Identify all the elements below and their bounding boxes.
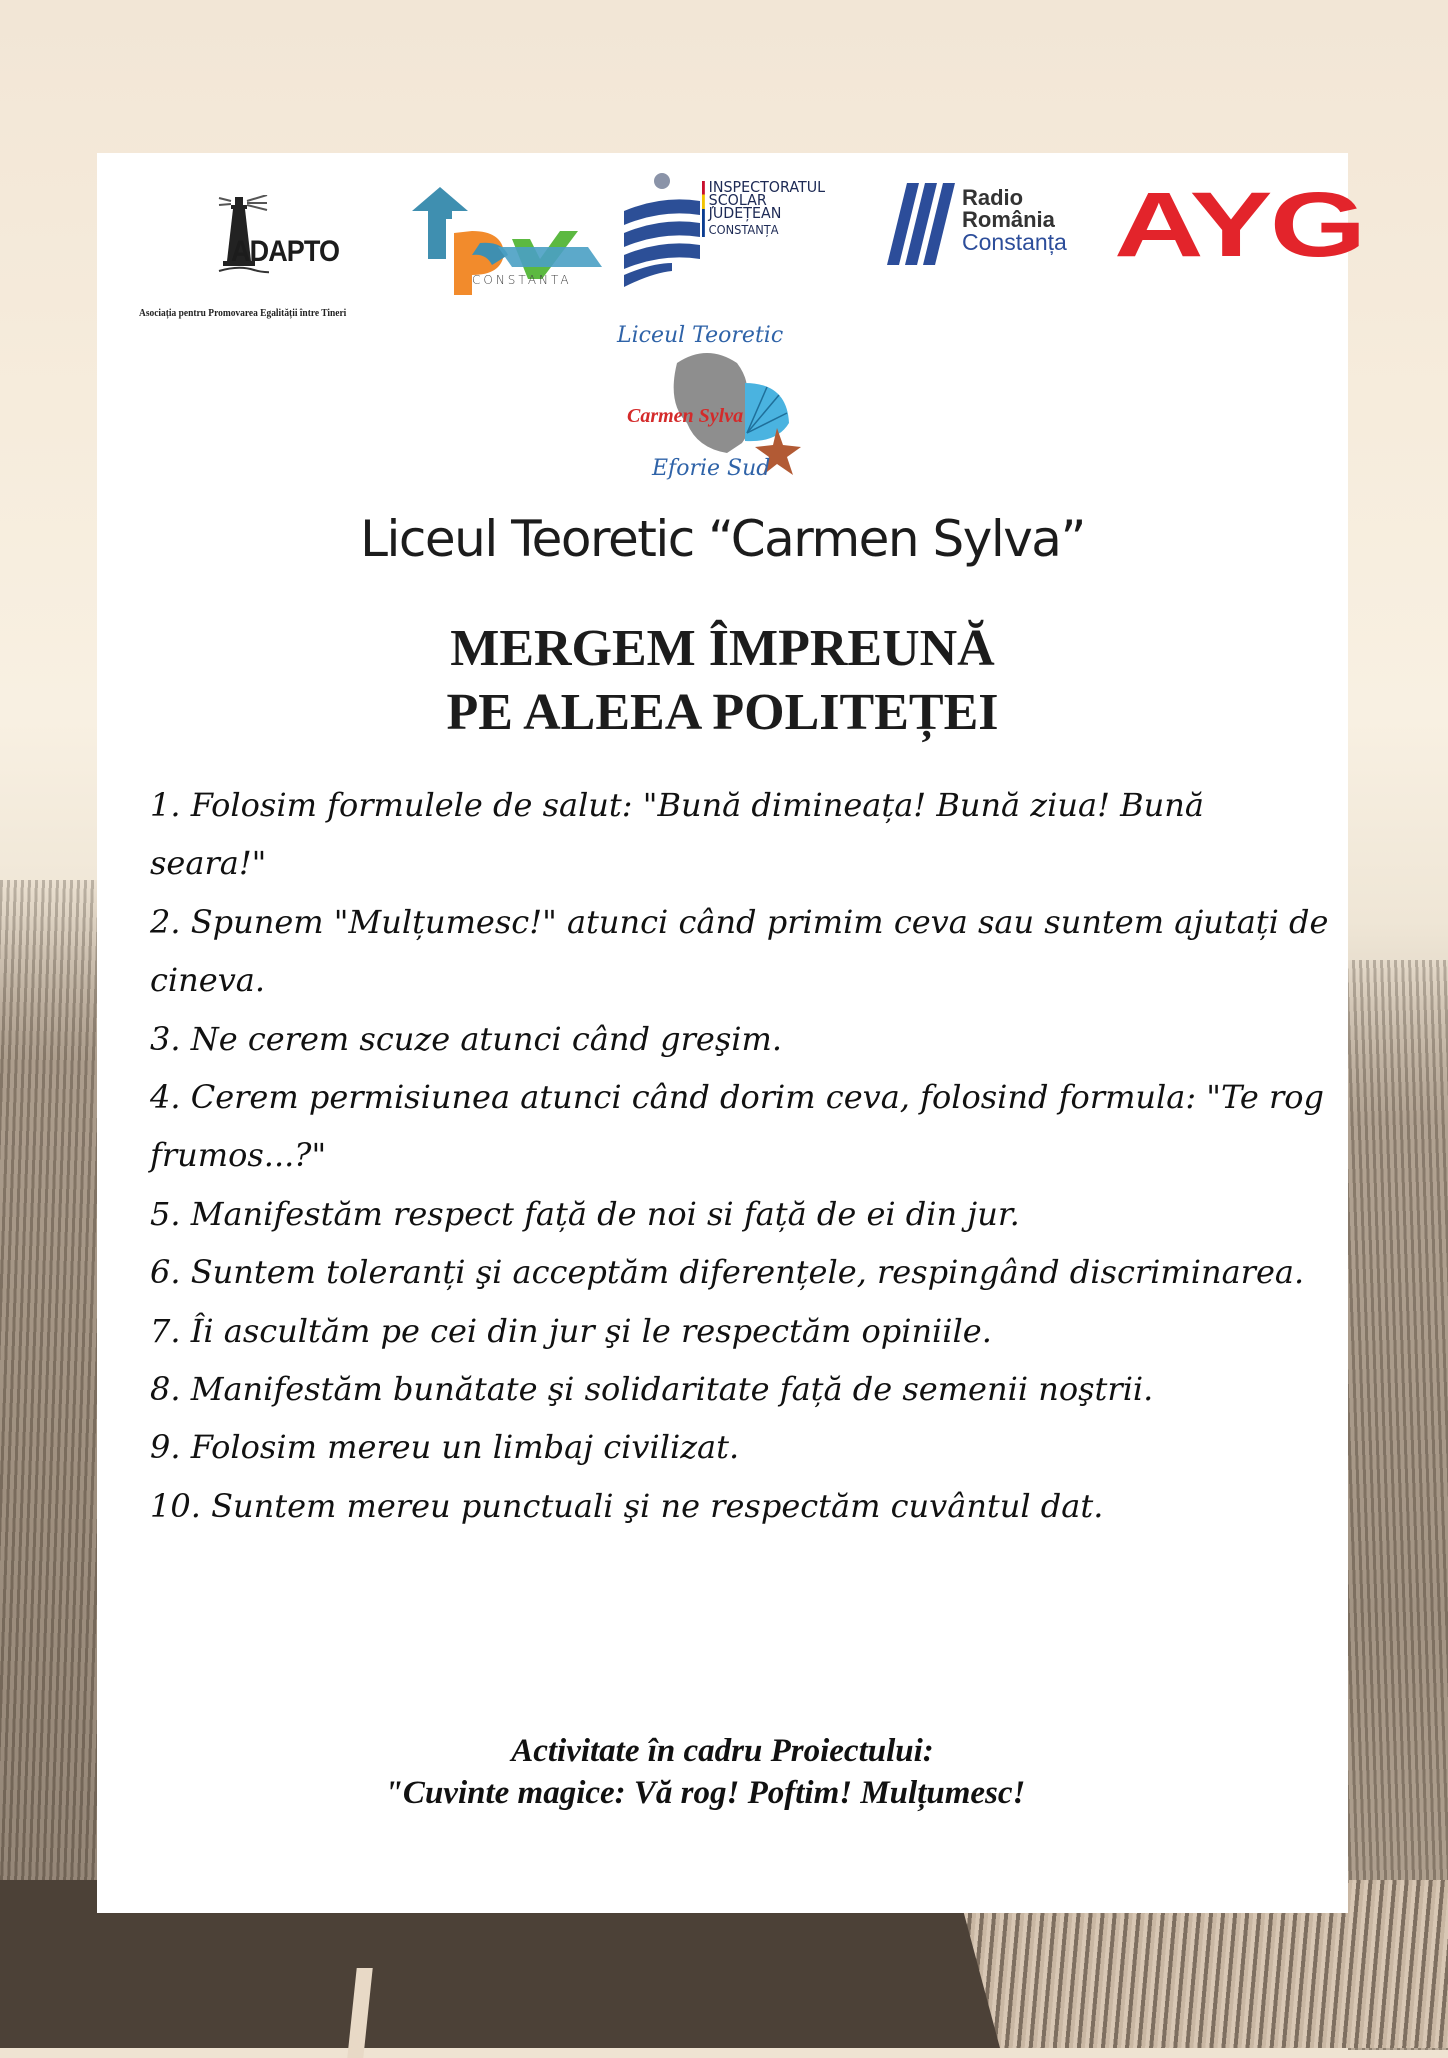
rule-item: 4. Cerem permisiunea atunci când dorim ceva, folosind formula: "Te rog frumos...?" xyxy=(150,1078,1325,1175)
footer-line-1: Activitate în cadru Proiectului: xyxy=(511,1733,934,1769)
ipov-logo xyxy=(412,183,602,298)
rule-item: 7. Îi ascultăm pe cei din jur şi le respectăm opiniile. xyxy=(150,1311,992,1350)
partner-logos xyxy=(97,153,1364,319)
isj-text: INSPECTORATUL ȘCOLAR JUDEȚEAN CONSTANȚA xyxy=(702,181,825,237)
emblem-place-text: Eforie Sud xyxy=(652,456,771,481)
school-title: Liceul Teoretic “Carmen Sylva” xyxy=(360,510,1085,568)
rule-item: 1. Folosim formulele de salut: "Bună dimineața! Bună ziua! Bună seara!" xyxy=(150,786,1204,883)
rule-item: 8. Manifestăm bunătate şi solidaritate față de semenii noştrii. xyxy=(150,1370,1154,1409)
adapto-name: ADAPTO xyxy=(231,235,340,268)
adapto-logo xyxy=(139,193,409,319)
rule-item: 9. Folosim mereu un limbaj civilizat. xyxy=(150,1428,740,1467)
ipov-subtitle: CONSTANTA xyxy=(472,273,572,287)
adapto-subtitle: Asociația pentru Promovarea Egalității între Tineri xyxy=(139,308,347,319)
school-emblem xyxy=(617,323,817,493)
poster-card xyxy=(97,153,1364,1913)
footer-line-2: "Cuvinte magice: Vă rog! Poftim! Mulțumesc! xyxy=(384,1775,1026,1811)
heading-line-2: PE ALEEA POLITEȚEI xyxy=(446,684,999,741)
heading-line-1: MERGEM ÎMPREUNĂ xyxy=(450,620,995,677)
ayg-text: AYG xyxy=(1114,174,1364,276)
radio-text: Radio România Constanța xyxy=(962,185,1067,255)
rule-item: 2. Spunem "Mulțumesc!" atunci când primim ceva sau suntem ajutați de cineva. xyxy=(150,902,1329,1000)
rule-item: 3. Ne cerem scuze atunci când greşim. xyxy=(150,1019,782,1058)
rule-item: 10. Suntem mereu punctuali şi ne respectăm cuvântul dat. xyxy=(150,1486,1104,1525)
rule-item: 5. Manifestăm respect față de noi si față de ei din jur. xyxy=(150,1194,1020,1233)
isj-logo xyxy=(622,171,882,291)
ayg-logo xyxy=(1114,174,1364,276)
radio-stripes-icon xyxy=(887,183,959,265)
emblem-top-text: Liceul Teoretic xyxy=(617,323,784,348)
politeness-rules-list xyxy=(150,776,1330,1535)
isj-emblem-icon xyxy=(622,171,702,291)
background-trees-left xyxy=(0,880,110,1880)
radio-romania-constanta-logo xyxy=(887,183,1112,273)
project-footer xyxy=(97,1730,1348,1814)
emblem-name-text: Carmen Sylva xyxy=(627,405,744,427)
poster-heading xyxy=(97,617,1348,745)
rule-item: 6. Suntem toleranți şi acceptăm diferențele, respingând discriminarea. xyxy=(150,1253,1305,1292)
